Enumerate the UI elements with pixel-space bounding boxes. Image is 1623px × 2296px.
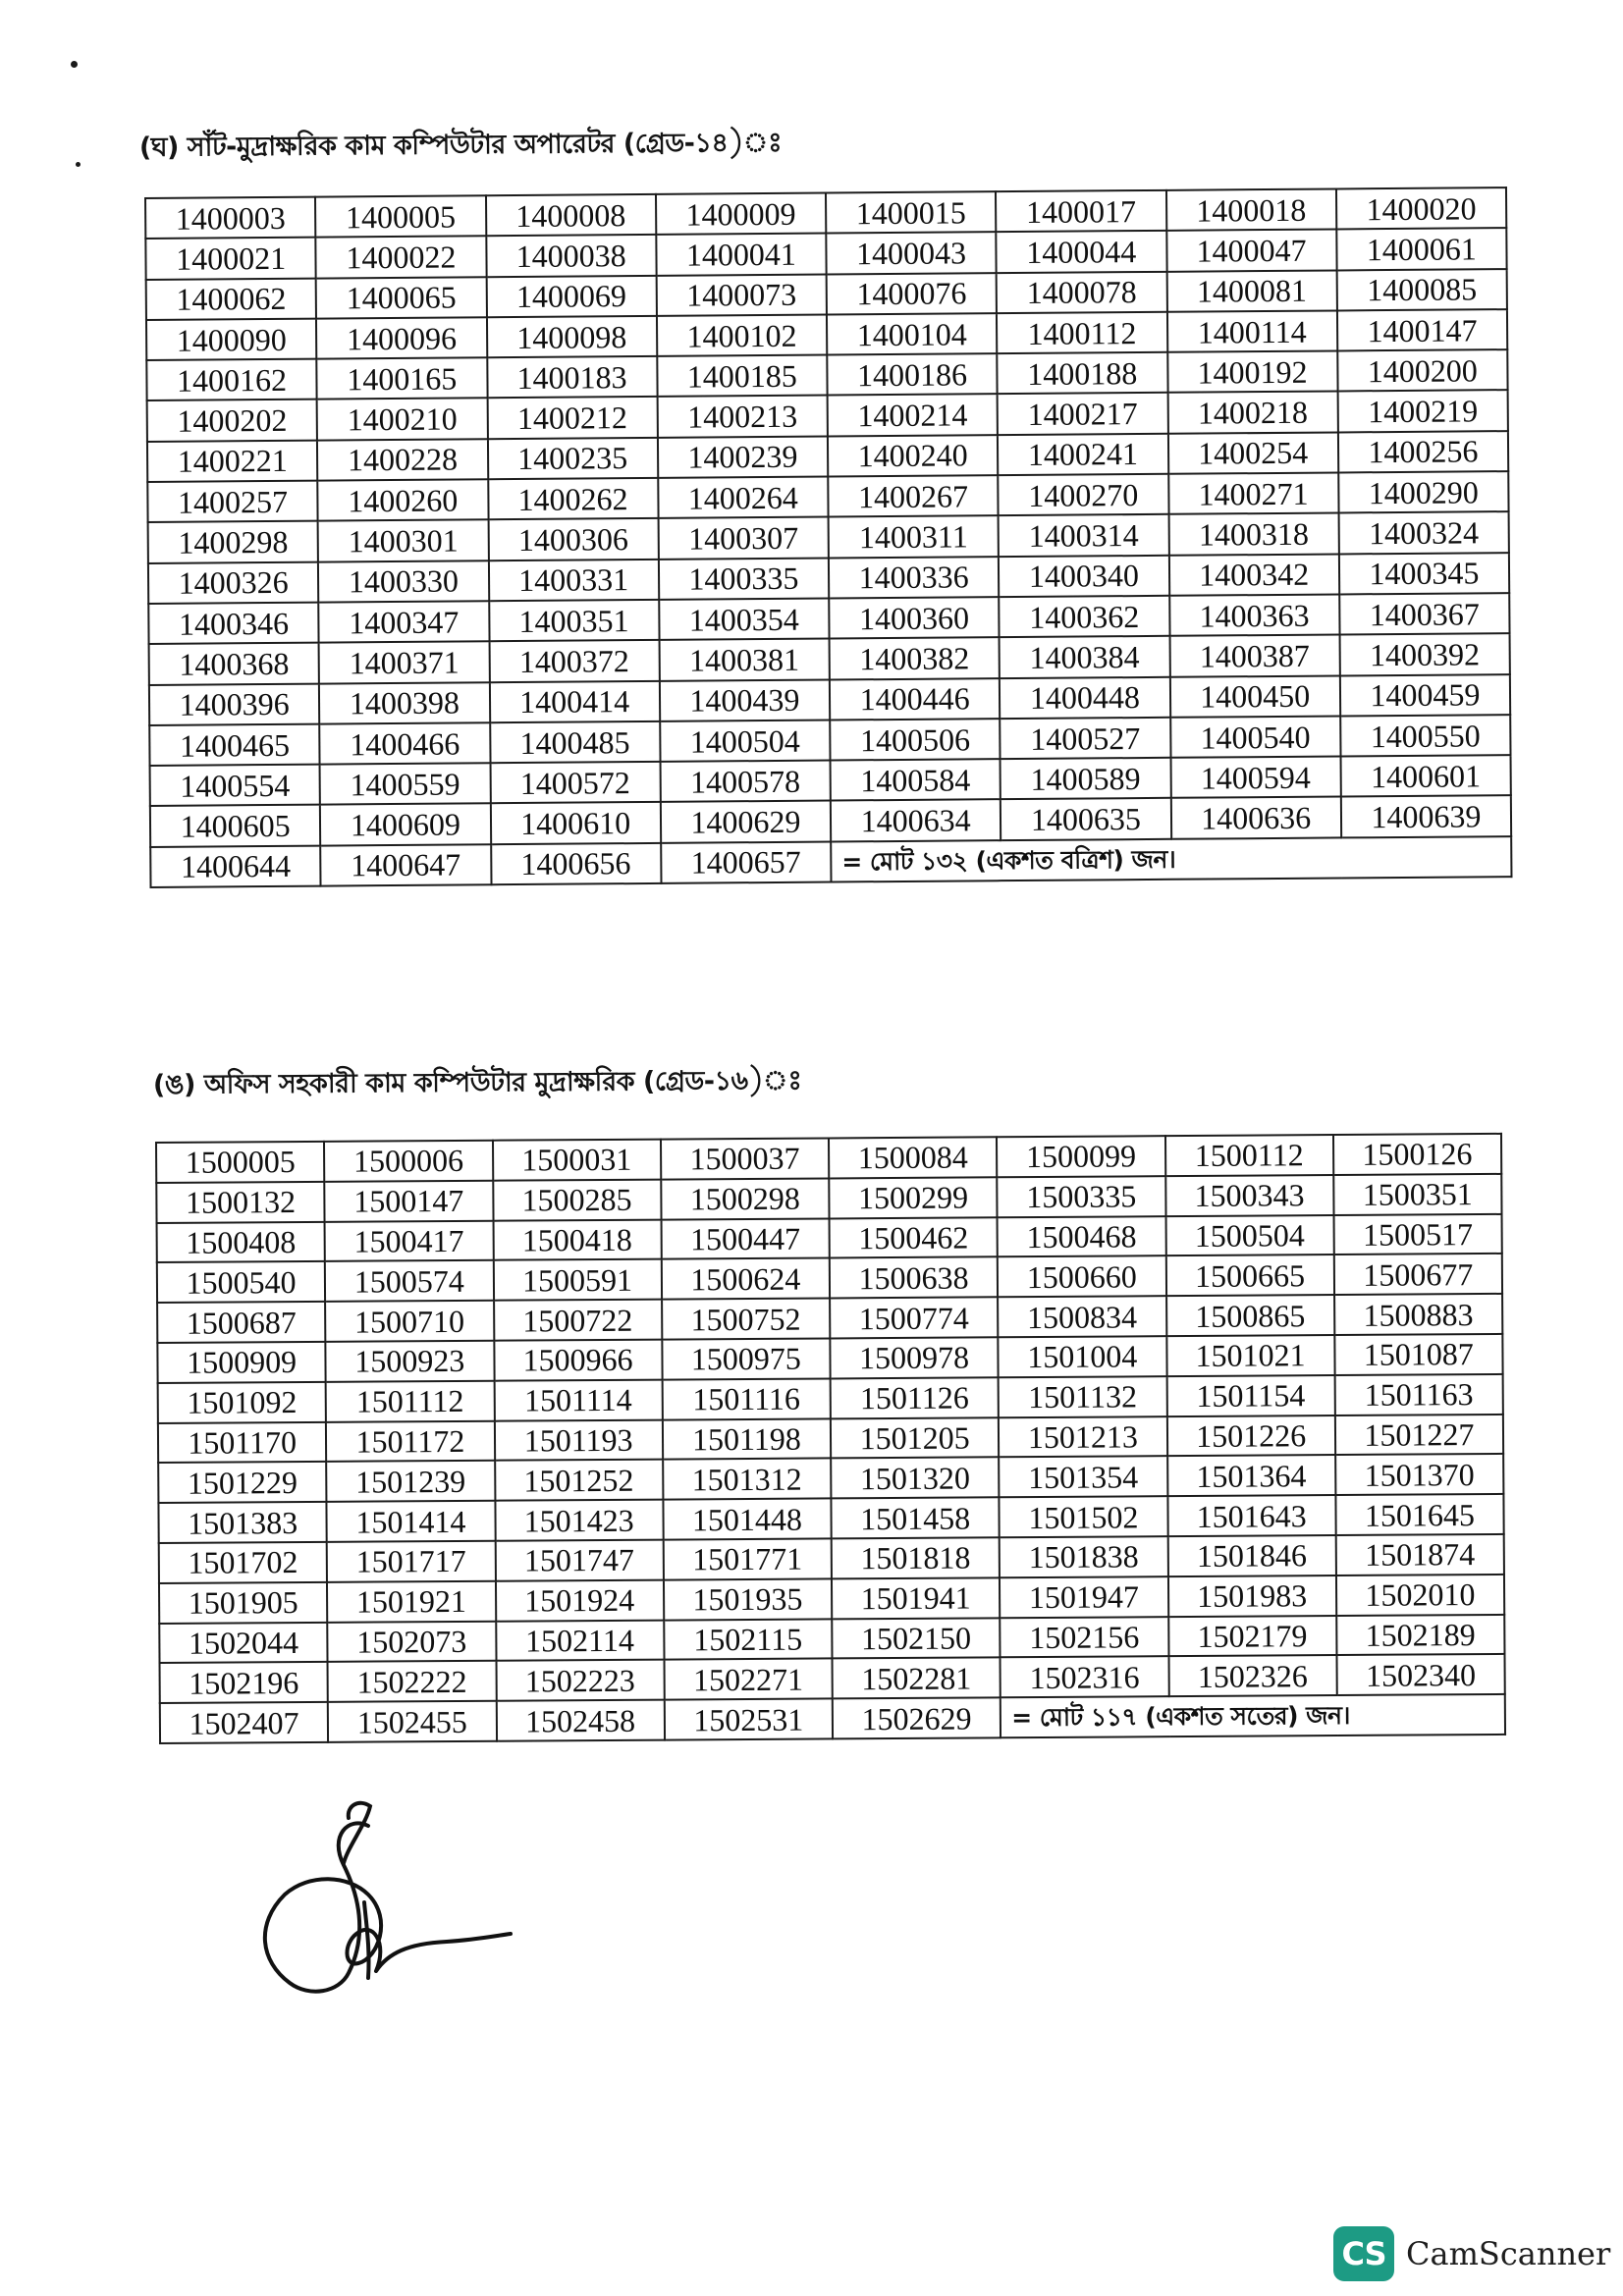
roll-number-cell: 1400061 — [1336, 228, 1507, 270]
roll-number-cell: 1500462 — [830, 1217, 999, 1258]
roll-number-cell: 1400572 — [490, 762, 661, 804]
roll-number-cell: 1400465 — [149, 723, 320, 766]
roll-number-cell: 1501092 — [158, 1382, 327, 1423]
camscanner-logo: CS — [1333, 2226, 1394, 2281]
roll-number-cell: 1501132 — [999, 1376, 1167, 1417]
roll-number-cell: 1500299 — [829, 1177, 998, 1218]
roll-number-cell: 1502531 — [665, 1699, 834, 1740]
roll-number-cell: 1500408 — [157, 1221, 326, 1262]
roll-number-cell: 1400228 — [317, 439, 488, 481]
roll-number-cell: 1501643 — [1167, 1495, 1336, 1536]
roll-number-cell: 1501252 — [495, 1460, 664, 1501]
roll-number-cell: 1501502 — [1000, 1496, 1168, 1537]
roll-number-cell: 1500351 — [1333, 1174, 1502, 1215]
roll-number-cell: 1501364 — [1167, 1455, 1336, 1496]
roll-number-cell: 1501818 — [832, 1537, 1001, 1578]
roll-number-cell: 1502114 — [496, 1620, 665, 1661]
roll-number-cell: 1501383 — [158, 1502, 327, 1543]
roll-number-cell: 1400398 — [319, 682, 490, 724]
roll-number-cell: 1501312 — [663, 1459, 832, 1500]
roll-number-cell: 1502326 — [1168, 1655, 1337, 1696]
section-heading-stenographer: (ঘ) সাঁট-মুদ্রাক্ষরিক কাম কম্পিউটার অপারেটর (গ্রেড-১৪)ঃ — [138, 127, 783, 163]
roll-number-cell: 1400656 — [491, 843, 662, 885]
camscanner-wordmark: CamScanner — [1406, 2235, 1611, 2272]
roll-number-cell: 1400331 — [488, 560, 659, 602]
roll-number-cell: 1400267 — [828, 475, 999, 517]
roll-number-cell: 1400185 — [657, 355, 828, 398]
roll-number-cell: 1502073 — [327, 1621, 496, 1662]
roll-number-cell: 1501213 — [999, 1416, 1167, 1458]
roll-number-cell: 1400578 — [660, 761, 831, 803]
roll-number-cell: 1500975 — [662, 1338, 831, 1379]
roll-number-cell: 1400076 — [827, 273, 998, 315]
roll-number-cell: 1400347 — [318, 601, 489, 643]
roll-number-cell: 1501087 — [1334, 1334, 1503, 1375]
roll-number-cell: 1500285 — [493, 1179, 662, 1220]
roll-number-cell: 1400635 — [1001, 798, 1171, 840]
roll-number-cell: 1400324 — [1338, 511, 1509, 554]
roll-number-cell: 1500418 — [493, 1219, 662, 1260]
roll-number-cell: 1502196 — [160, 1662, 329, 1703]
roll-number-cell: 1500687 — [157, 1302, 326, 1343]
roll-number-cell: 1502223 — [496, 1660, 665, 1701]
roll-number-cell: 1400340 — [999, 555, 1169, 597]
roll-number-cell: 1501702 — [159, 1542, 328, 1583]
roll-number-cell: 1502044 — [159, 1622, 328, 1663]
roll-number-cell: 1400256 — [1338, 431, 1509, 473]
roll-number-cell: 1400264 — [658, 477, 829, 519]
roll-number-cell: 1400634 — [831, 800, 1001, 842]
roll-number-cell: 1501021 — [1166, 1335, 1335, 1376]
roll-number-cell: 1400559 — [320, 763, 491, 805]
roll-number-cell: 1400188 — [998, 352, 1168, 395]
roll-number-cell: 1400200 — [1337, 349, 1508, 392]
roll-number-cell: 1400221 — [147, 440, 318, 482]
roll-number-cell: 1500132 — [156, 1182, 325, 1223]
roll-number-cell: 1502340 — [1336, 1654, 1505, 1695]
roll-number-cell: 1501771 — [663, 1538, 832, 1579]
roll-number-cell: 1501163 — [1334, 1374, 1503, 1415]
roll-number-cell: 1400257 — [147, 481, 318, 523]
roll-number-cell: 1501004 — [999, 1336, 1167, 1377]
roll-number-cell: 1400368 — [149, 643, 320, 685]
roll-number-cell: 1400610 — [490, 802, 661, 844]
roll-number-cell: 1400485 — [490, 721, 661, 764]
roll-number-cell: 1501172 — [326, 1420, 495, 1462]
roll-number-cell: 1500084 — [829, 1137, 998, 1178]
roll-number-cell: 1501838 — [1000, 1536, 1168, 1577]
roll-number-cell: 1502115 — [664, 1619, 833, 1660]
roll-number-cell: 1400589 — [1001, 758, 1171, 800]
roll-table-office-assistant — [155, 1133, 1506, 1744]
roll-number-cell: 1500343 — [1165, 1175, 1334, 1216]
roll-number-cell: 1400018 — [1165, 188, 1336, 231]
roll-number-cell: 1500865 — [1166, 1295, 1335, 1336]
roll-number-cell: 1400239 — [658, 436, 829, 478]
roll-number-cell: 1400210 — [317, 399, 488, 441]
roll-number-cell: 1501198 — [663, 1418, 832, 1460]
roll-number-cell: 1502189 — [1336, 1614, 1505, 1655]
roll-number-cell: 1400335 — [659, 558, 830, 600]
roll-number-cell: 1502010 — [1336, 1575, 1505, 1616]
roll-number-cell: 1502281 — [833, 1658, 1001, 1699]
roll-number-cell: 1501354 — [999, 1457, 1167, 1498]
roll-number-cell: 1400396 — [149, 683, 320, 725]
roll-number-cell: 1400647 — [320, 844, 491, 886]
roll-number-cell: 1500591 — [493, 1259, 662, 1301]
roll-number-cell: 1500112 — [1164, 1135, 1333, 1176]
roll-number-cell: 1400290 — [1338, 471, 1509, 513]
roll-number-cell: 1400104 — [827, 313, 998, 355]
roll-number-cell: 1400609 — [320, 804, 491, 846]
roll-number-cell: 1400629 — [661, 801, 832, 843]
roll-number-cell: 1501947 — [1000, 1576, 1168, 1618]
roll-number-cell: 1501193 — [494, 1419, 663, 1461]
roll-number-cell: 1400003 — [145, 197, 316, 240]
roll-number-cell: 1501205 — [831, 1417, 1000, 1459]
roll-number-cell: 1400387 — [1169, 635, 1340, 677]
roll-number-cell: 1500660 — [998, 1256, 1166, 1298]
roll-number-cell: 1400657 — [661, 841, 832, 883]
roll-number-cell: 1501941 — [832, 1577, 1001, 1619]
roll-number-cell: 1400346 — [148, 603, 319, 645]
roll-number-cell: 1400311 — [829, 516, 1000, 559]
roll-number-cell: 1400081 — [1166, 270, 1337, 312]
roll-number-cell: 1400096 — [316, 317, 487, 359]
roll-number-cell: 1502156 — [1000, 1617, 1168, 1658]
roll-number-cell: 1500147 — [325, 1181, 494, 1222]
roll-number-cell: 1400466 — [319, 722, 490, 765]
roll-number-cell: 1500665 — [1165, 1255, 1334, 1296]
roll-number-cell: 1500774 — [830, 1297, 999, 1338]
roll-number-cell: 1500504 — [1165, 1215, 1334, 1256]
roll-number-cell: 1502150 — [832, 1618, 1001, 1659]
roll-number-cell: 1400202 — [147, 400, 318, 442]
roll-number-cell: 1400262 — [488, 478, 659, 520]
roll-number-cell: 1400362 — [999, 596, 1169, 638]
roll-number-cell: 1400506 — [830, 719, 1001, 761]
roll-number-cell: 1500447 — [661, 1218, 830, 1259]
roll-number-cell: 1400240 — [828, 435, 999, 477]
roll-number-cell: 1400044 — [997, 231, 1167, 273]
roll-number-cell: 1400271 — [1168, 473, 1339, 515]
roll-number-cell: 1400165 — [317, 357, 488, 400]
roll-number-cell: 1500966 — [494, 1340, 663, 1381]
roll-number-cell: 1501114 — [494, 1379, 663, 1420]
roll-number-cell: 1502222 — [328, 1661, 497, 1702]
roll-number-cell: 1400073 — [656, 274, 827, 316]
roll-number-cell: 1400367 — [1339, 593, 1510, 635]
roll-number-cell: 1501320 — [831, 1458, 1000, 1499]
roll-number-cell: 1400306 — [488, 518, 659, 561]
roll-number-cell: 1400069 — [486, 276, 657, 318]
roll-number-cell: 1400038 — [486, 235, 657, 277]
roll-number-cell: 1400345 — [1339, 553, 1510, 595]
roll-number-cell: 1501846 — [1167, 1535, 1336, 1576]
roll-number-cell: 1400114 — [1166, 310, 1337, 352]
roll-number-cell: 1500335 — [998, 1176, 1166, 1217]
roll-number-cell: 1501717 — [327, 1541, 496, 1582]
roll-number-cell: 1400015 — [826, 191, 997, 234]
roll-number-cell: 1400342 — [1168, 554, 1339, 596]
roll-number-cell: 1501239 — [326, 1461, 495, 1502]
roll-number-cell: 1400008 — [485, 194, 656, 237]
roll-number-cell: 1400363 — [1169, 594, 1340, 636]
roll-number-cell: 1400336 — [829, 557, 1000, 599]
roll-number-cell: 1500517 — [1333, 1213, 1502, 1255]
roll-number-cell: 1400041 — [656, 234, 827, 276]
roll-number-cell: 1501414 — [327, 1501, 496, 1542]
roll-number-cell: 1500126 — [1333, 1134, 1502, 1175]
roll-number-cell: 1400047 — [1166, 230, 1337, 272]
roll-number-cell: 1400218 — [1167, 392, 1338, 434]
roll-number-cell: 1400459 — [1340, 674, 1511, 717]
roll-number-cell: 1501126 — [831, 1377, 1000, 1418]
roll-number-cell: 1501458 — [831, 1497, 1000, 1538]
roll-number-cell: 1500417 — [325, 1220, 494, 1261]
roll-number-cell: 1500298 — [661, 1178, 830, 1219]
roll-number-cell: 1400085 — [1336, 269, 1507, 311]
roll-number-cell: 1400235 — [487, 438, 658, 480]
roll-number-cell: 1400351 — [489, 600, 660, 642]
roll-number-cell: 1502455 — [328, 1701, 497, 1742]
roll-number-cell: 1400254 — [1167, 432, 1338, 474]
roll-number-cell: 1400022 — [316, 237, 487, 279]
roll-number-cell: 1400219 — [1337, 391, 1508, 433]
roll-number-cell: 1400098 — [486, 316, 657, 358]
roll-number-cell: 1400213 — [657, 396, 828, 438]
roll-number-cell: 1400314 — [999, 514, 1169, 557]
roll-number-cell: 1501170 — [158, 1421, 327, 1463]
roll-number-cell: 1400009 — [656, 193, 827, 236]
roll-number-cell: 1501747 — [495, 1540, 664, 1581]
roll-number-cell: 1400090 — [146, 319, 317, 361]
roll-number-cell: 1400446 — [830, 678, 1001, 721]
roll-number-cell: 1501935 — [664, 1578, 833, 1620]
roll-number-cell: 1400636 — [1170, 797, 1341, 839]
roll-number-cell: 1502271 — [664, 1659, 833, 1700]
roll-number-cell: 1501921 — [327, 1580, 496, 1622]
roll-number-cell: 1400448 — [1000, 676, 1170, 719]
roll-number-cell: 1400594 — [1170, 757, 1341, 799]
roll-number-cell: 1400078 — [997, 271, 1167, 313]
roll-number-cell: 1400192 — [1167, 351, 1338, 394]
roll-number-cell: 1500677 — [1334, 1254, 1503, 1295]
roll-number-cell: 1400392 — [1339, 633, 1510, 675]
roll-number-cell: 1502316 — [1001, 1657, 1169, 1698]
roll-number-cell: 1400186 — [827, 353, 998, 396]
bullet-dot — [76, 162, 81, 167]
roll-number-cell: 1500710 — [325, 1301, 494, 1342]
roll-number-cell: 1501227 — [1335, 1414, 1504, 1455]
roll-number-cell: 1400504 — [660, 720, 831, 762]
signature — [250, 1787, 515, 2012]
roll-number-cell: 1400065 — [316, 277, 487, 319]
roll-number-cell: 1400540 — [1170, 716, 1341, 758]
roll-number-cell: 1400301 — [318, 520, 489, 562]
roll-number-cell: 1400372 — [489, 640, 660, 682]
roll-number-cell: 1500006 — [324, 1141, 493, 1182]
roll-number-cell: 1500574 — [325, 1260, 494, 1302]
roll-number-cell: 1400298 — [148, 521, 319, 563]
roll-number-cell: 1400307 — [658, 517, 829, 560]
roll-number-cell: 1501905 — [159, 1582, 328, 1624]
roll-number-cell: 1400318 — [1168, 513, 1339, 556]
roll-number-cell: 1500752 — [662, 1299, 831, 1340]
roll-number-cell: 1400384 — [1000, 636, 1170, 678]
roll-number-cell: 1400217 — [998, 393, 1168, 435]
roll-number-cell: 1501924 — [495, 1579, 664, 1621]
roll-number-cell: 1501645 — [1335, 1494, 1504, 1535]
roll-number-cell: 1500978 — [830, 1337, 999, 1378]
roll-number-cell: 1400360 — [829, 597, 1000, 639]
roll-number-cell: 1500468 — [998, 1216, 1166, 1257]
roll-number-cell: 1400584 — [831, 759, 1001, 801]
roll-number-cell: 1502179 — [1168, 1616, 1337, 1657]
roll-number-cell: 1500540 — [157, 1261, 326, 1303]
roll-number-cell: 1501116 — [662, 1378, 831, 1419]
roll-number-cell: 1501370 — [1335, 1454, 1504, 1495]
roll-number-cell: 1400020 — [1336, 187, 1507, 230]
roll-number-cell: 1500638 — [830, 1257, 999, 1299]
table-row-total — [160, 1694, 1505, 1743]
total-count-cell: = মোট ১১৭ (একশত সতের) জন। — [1001, 1694, 1505, 1737]
roll-number-cell: 1400017 — [996, 190, 1166, 233]
roll-number-cell: 1501874 — [1335, 1534, 1504, 1575]
roll-number-cell: 1502629 — [833, 1697, 1001, 1738]
roll-number-cell: 1400147 — [1337, 309, 1508, 351]
roll-number-cell: 1500005 — [156, 1142, 325, 1183]
roll-number-cell: 1400214 — [828, 395, 999, 437]
roll-number-cell: 1501226 — [1166, 1415, 1335, 1457]
roll-number-cell: 1501154 — [1166, 1375, 1335, 1416]
roll-number-cell: 1501448 — [663, 1499, 832, 1540]
roll-number-cell: 1400162 — [146, 359, 317, 401]
roll-number-cell: 1400644 — [150, 845, 321, 887]
roll-number-cell: 1400605 — [150, 805, 321, 847]
roll-number-cell: 1400326 — [148, 561, 319, 604]
roll-number-cell: 1500909 — [157, 1342, 326, 1383]
roll-number-cell: 1400354 — [659, 599, 830, 641]
roll-number-cell: 1400601 — [1340, 755, 1511, 797]
roll-number-cell: 1400527 — [1000, 718, 1170, 760]
roll-number-cell: 1400260 — [318, 479, 489, 521]
roll-number-cell: 1400270 — [999, 474, 1169, 516]
roll-table-stenographer — [144, 187, 1512, 888]
roll-number-cell: 1400241 — [998, 434, 1168, 476]
roll-number-cell: 1500883 — [1334, 1294, 1503, 1335]
roll-number-cell: 1400330 — [318, 561, 489, 603]
roll-number-cell: 1400112 — [997, 312, 1167, 354]
roll-number-cell: 1500031 — [492, 1140, 661, 1181]
roll-number-cell: 1502458 — [496, 1700, 665, 1741]
roll-number-cell: 1500099 — [997, 1136, 1165, 1177]
roll-number-cell: 1500722 — [494, 1300, 663, 1341]
roll-number-cell: 1501423 — [495, 1500, 664, 1541]
roll-number-cell: 1501983 — [1167, 1575, 1336, 1617]
roll-number-cell: 1400639 — [1341, 796, 1512, 838]
roll-number-cell: 1400371 — [319, 642, 490, 684]
bullet-dot — [71, 61, 78, 68]
roll-number-cell: 1400550 — [1340, 715, 1511, 757]
total-count-cell: = মোট ১৩২ (একশত বত্রিশ) জন। — [831, 836, 1511, 882]
roll-number-cell: 1400043 — [826, 232, 997, 274]
roll-number-cell: 1400450 — [1169, 675, 1340, 718]
roll-number-cell: 1400183 — [487, 356, 658, 399]
roll-number-cell: 1400414 — [489, 680, 660, 722]
roll-number-cell: 1400102 — [657, 314, 828, 356]
roll-number-cell: 1502407 — [160, 1702, 329, 1743]
roll-number-cell: 1501112 — [326, 1380, 495, 1421]
roll-number-cell: 1400554 — [150, 765, 321, 807]
roll-number-cell: 1500923 — [326, 1341, 495, 1382]
roll-number-cell: 1400439 — [660, 679, 831, 721]
section-heading-office-assistant: (ঙ) অফিস সহকারী কাম কম্পিউটার মুদ্রাক্ষরিক (গ্রেড-১৬)ঃ — [152, 1065, 802, 1100]
roll-number-cell: 1501229 — [158, 1462, 327, 1503]
roll-number-cell: 1500037 — [661, 1138, 830, 1179]
roll-number-cell: 1500624 — [662, 1258, 831, 1300]
roll-number-cell: 1400382 — [830, 637, 1001, 679]
roll-number-cell: 1400381 — [659, 639, 830, 681]
roll-number-cell: 1400212 — [487, 397, 658, 439]
roll-number-cell: 1400021 — [145, 238, 316, 280]
roll-number-cell: 1400062 — [146, 278, 317, 320]
roll-number-cell: 1500834 — [998, 1296, 1166, 1337]
roll-number-cell: 1400005 — [315, 195, 486, 238]
